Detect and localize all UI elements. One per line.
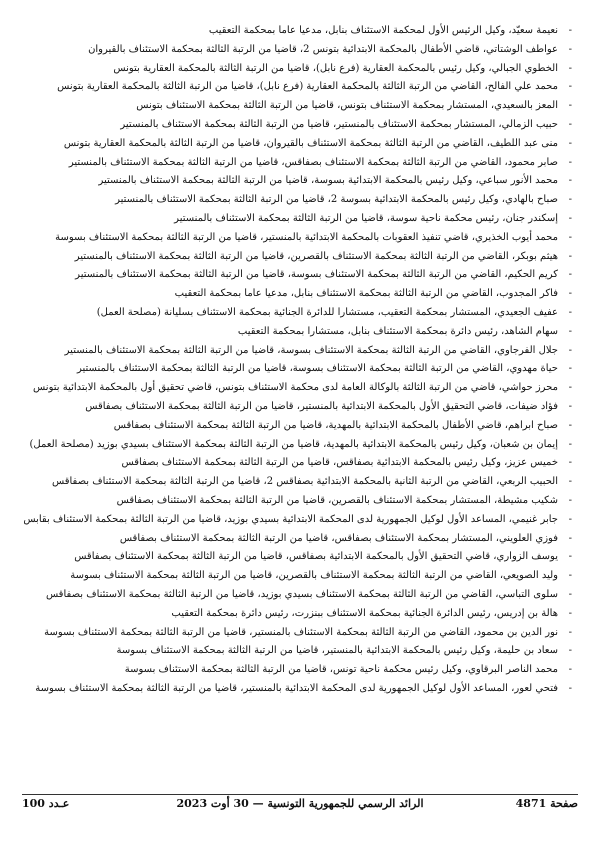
list-item: - يوسف الزواري، قاضي التحقيق الأول بالمحكمة الابتدائية بصفاقس، قاضيا من الرتبة الثالثة بمحكمة الاستئناف بصفاقس [22,548,578,567]
list-item: - كريم الحكيم، القاضي من الرتبة الثالثة بمحكمة الاستئناف بسوسة، قاضيا من الرتبة الثالثة بمحكمة الاستئناف بالمنستير [22,266,578,285]
footer-issue-number: عـدد 100 [22,797,70,810]
list-item: - فوزي العلويني، المستشار بمحكمة الاستئناف بصفاقس، قاضيا من الرتبة الثالثة بمحكمة الاستئناف بصفاقس [22,530,578,549]
footer-divider [22,794,578,795]
list-item: - محمد الناصر البرقاوي، وكيل رئيس محكمة ناحية تونس، قاضيا من الرتبة الثالثة بمحكمة الاستئناف بسوسة [22,661,578,680]
footer-page-number: صفحة 4871 [515,797,578,810]
page-footer [22,797,578,815]
list-item: - خميس عزيز، وكيل رئيس بالمحكمة الابتدائية بصفاقس، قاضيا من الرتبة الثالثة بمحكمة الاستئناف بصفاقس [22,454,578,473]
list-item: - هالة بن إدريس، رئيس الدائرة الجنائية بمحكمة الاستئناف ببنزرت، رئيس دائرة بمحكمة التعقيب [22,605,578,624]
footer-journal-title: الرائد الرسمي للجمهورية التونسية — 30 أوت 2023 [176,797,424,810]
list-item: - سهام الشاهد، رئيس دائرة بمحكمة الاستئناف بنابل، مستشارا بمحكمة التعقيب [22,323,578,342]
list-item: - عواطف الوشتاتي، قاضي الأطفال بالمحكمة الابتدائية بتونس 2، قاضيا من الرتبة الثالثة بمحكمة الاستئناف بالقيروان [22,41,578,60]
list-item: - صباح ابراهم، قاضي الأطفال بالمحكمة الابتدائية بالمهدية، قاضيا من الرتبة الثالثة بمحكمة الاستئناف بصفاقس [22,417,578,436]
list-item: - الخطوي الجبالي، وكيل رئيس بالمحكمة العقارية (فرع نابل)، قاضيا من الرتبة الثالثة بالمحكمة العقارية بتونس [22,60,578,79]
list-item: - حبيب الزمالي، المستشار بمحكمة الاستئناف بالمنستير، قاضيا من الرتبة الثالثة بمحكمة الاستئناف بالمنستير [22,116,578,135]
list-item: - منى عبد اللطيف، القاضي من الرتبة الثالثة بمحكمة الاستئناف بالقيروان، قاضيا من الرتبة الثالثة بالمحكمة العقارية بتونس [22,135,578,154]
list-item: - عفيف الجعيدي، المستشار بمحكمة التعقيب، مستشارا للدائرة الجنائية بمحكمة الاستئناف بسليانة (مصلحة العمل) [22,304,578,323]
list-item: - جابر غنيمي، المساعد الأول لوكيل الجمهورية لدى المحكمة الابتدائية بسيدي بوزيد، قاضيا من الرتبة الثالثة بمحكمة الاستئناف بقابس [22,511,578,530]
list-item: - صباح بالهادي، وكيل رئيس بالمحكمة الابتدائية بسوسة 2، قاضيا من الرتبة الثالثة بمحكمة الاستئناف بالمنستير [22,191,578,210]
document-page [22,22,578,842]
list-item: - وليد الصويعي، القاضي من الرتبة الثالثة بمحكمة الاستئناف بالقصرين، قاضيا من الرتبة الثالثة بمحكمة الاستئناف بسوسة [22,567,578,586]
list-item: - صابر محمود، القاضي من الرتبة الثالثة بمحكمة الاستئناف بصفاقس، قاضيا من الرتبة الثالثة بمحكمة الاستئناف بالمنستير [22,154,578,173]
appointments-list [22,22,578,699]
list-item: - فتحي لعور، المساعد الأول لوكيل الجمهورية لدى المحكمة الابتدائية بالمنستير، قاضيا من الرتبة الثالثة بمحكمة الاستئناف بسوسة [22,680,578,699]
list-item: - محمد علي الفالح، القاضي من الرتبة الثالثة بالمحكمة العقارية (فرع نابل)، قاضيا من الرتبة الثالثة بالمحكمة العقارية بتونس [22,78,578,97]
list-item: - محمد الأنور سباعي، وكيل رئيس بالمحكمة الابتدائية بسوسة، قاضيا من الرتبة الثالثة بمحكمة الاستئناف بالمنستير [22,172,578,191]
list-item: - إيمان بن شعبان، وكيل رئيس بالمحكمة الابتدائية بالمهدية، قاضيا من الرتبة الثالثة بمحكمة الاستئناف بسيدي بوزيد (مصلحة العمل) [22,436,578,455]
list-item: - إسكندر جنان، رئيس محكمة ناحية سوسة، قاضيا من الرتبة الثالثة بمحكمة الاستئناف بالمنستير [22,210,578,229]
list-item: - جلال الفرجاوي، القاضي من الرتبة الثالثة بمحكمة الاستئناف بسوسة، قاضيا من الرتبة الثالثة بمحكمة الاستئناف بالمنستير [22,342,578,361]
list-item: - الحبيب الربعي، القاضي من الرتبة الثانية بالمحكمة الابتدائية بصفاقس 2، قاضيا من الرتبة الثالثة بمحكمة الاستئناف بصفاقس [22,473,578,492]
list-item: - محمد أيوب الخذيري، قاضي تنفيذ العقوبات بالمحكمة الابتدائية بالمنستير، قاضيا من الرتبة الثالثة بمحكمة الاستئناف بسوسة [22,229,578,248]
list-item: - سلوى التباسي، القاضي من الرتبة الثالثة بمحكمة الاستئناف بسيدي بوزيد، قاضيا من الرتبة الثالثة بمحكمة الاستئناف بصفاقس [22,586,578,605]
list-item: - نعيمة سعيّد، وكيل الرئيس الأول لمحكمة الاستئناف بنابل، مدعيا عاما بمحكمة التعقيب [22,22,578,41]
list-item: - فاكر المجدوب، القاضي من الرتبة الثالثة بمحكمة الاستئناف بنابل، مدعيا عاما بمحكمة التعقيب [22,285,578,304]
list-item: - نور الدين بن محمود، القاضي من الرتبة الثالثة بمحكمة الاستئناف بالمنستير، قاضيا من الرتبة الثالثة بمحكمة الاستئناف بسوسة [22,624,578,643]
list-item: - محرز حواشي، قاضي من الرتبة الثالثة بالوكالة العامة لدى محكمة الاستئناف بتونس، قاضي تحقيق أول بالمحكمة الابتدائية بتونس [22,379,578,398]
list-item: - سعاد بن حليمة، وكيل رئيس بالمحكمة الابتدائية بالمنستير، قاضيا من الرتبة الثالثة بمحكمة الاستئناف بسوسة [22,642,578,661]
list-item: - المعز بالسعيدي، المستشار بمحكمة الاستئناف بتونس، قاضيا من الرتبة الثالثة بمحكمة الاستئناف بتونس [22,97,578,116]
list-item: - شكيب مشيطة، المستشار بمحكمة الاستئناف بالقصرين، قاضيا من الرتبة الثالثة بمحكمة الاستئناف بصفاقس [22,492,578,511]
list-item: - هيثم بوبكر، القاضي من الرتبة الثالثة بمحكمة الاستئناف بالقصرين، قاضيا من الرتبة الثالثة بمحكمة الاستئناف بالمنستير [22,248,578,267]
list-item: - حياة مهدوي، القاضي من الرتبة الثالثة بمحكمة الاستئناف بسوسة، قاضيا من الرتبة الثالثة بمحكمة الاستئناف بالمنستير [22,360,578,379]
list-item: - فؤاد ضيفات، قاضي التحقيق الأول بالمحكمة الابتدائية بالمنستير، قاضيا من الرتبة الثالثة بمحكمة الاستئناف بصفاقس [22,398,578,417]
